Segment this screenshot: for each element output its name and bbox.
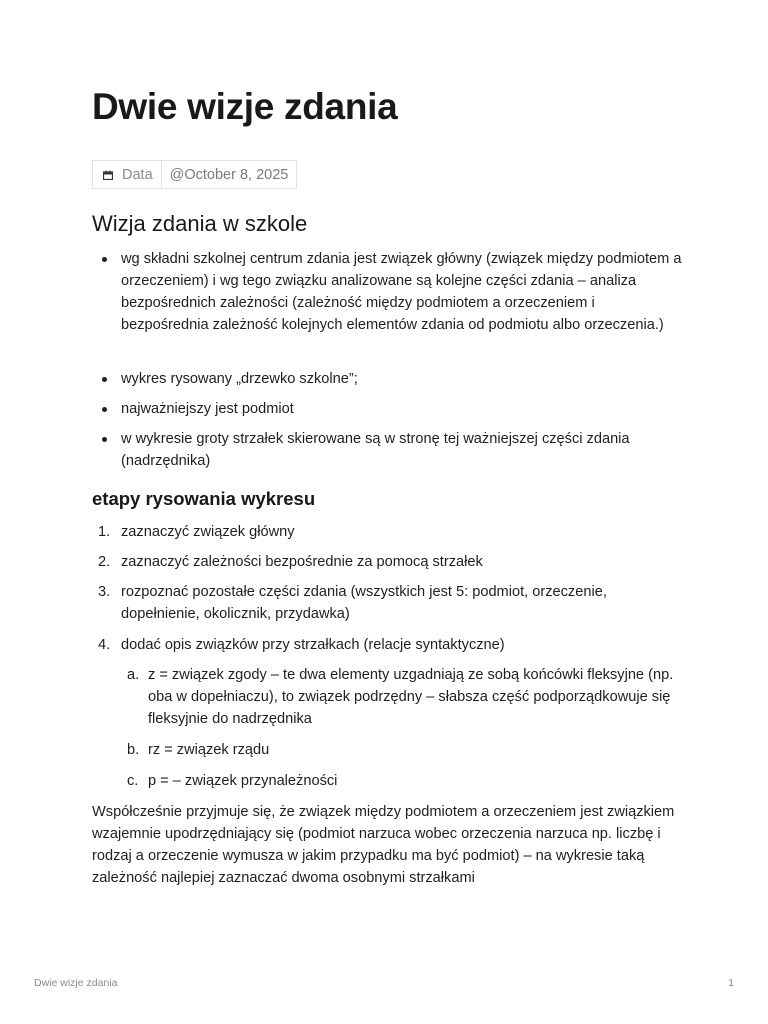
list-item bbox=[92, 428, 692, 472]
list-item-text: p = – związek przynależności bbox=[148, 773, 338, 789]
list-marker: 2. bbox=[98, 554, 111, 570]
footer-title: Dwie wizje zdania bbox=[34, 977, 118, 989]
paragraph: Współcześnie przyjmuje się, że związek między podmiotem a orzeczeniem jest związkiem wzajemnie upodrzędniający się (podmiot narzuca wobec orzeczenia narzuca np. liczbę i rodzaj a orzeczenie wymusza w jakim przypadku ma być podmiot) – na wykresie taką zależność najlepiej zaznaczać dwoma osobnymi strzałkami bbox=[92, 804, 675, 886]
numbered-item bbox=[92, 551, 692, 573]
list-marker: 1. bbox=[98, 524, 111, 540]
section-heading-steps: etapy rysowania wykresu bbox=[92, 488, 316, 509]
list-item bbox=[92, 248, 692, 336]
bullet-dot bbox=[102, 407, 107, 412]
list-item-text: najważniejszy jest podmiot bbox=[121, 401, 294, 417]
sub-list-item bbox=[121, 739, 692, 761]
list-marker: c. bbox=[127, 773, 139, 789]
list-item-text: rozpoznać pozostałe części zdania (wszystkich jest 5: podmiot, orzeczenie, dopełnienie, okolicznik, przydawka) bbox=[121, 584, 607, 622]
list-marker: 3. bbox=[98, 584, 111, 600]
sub-list-item bbox=[121, 770, 692, 792]
property-value: @October 8, 2025 bbox=[169, 166, 289, 183]
numbered-item bbox=[92, 581, 692, 625]
list-item-text: rz = związek rządu bbox=[148, 742, 270, 758]
section-heading-school: Wizja zdania w szkole bbox=[92, 211, 308, 236]
property-name: Data bbox=[122, 166, 153, 183]
bullet-dot bbox=[102, 437, 107, 442]
properties-table bbox=[92, 160, 297, 189]
list-item bbox=[92, 398, 692, 420]
sub-list-item bbox=[121, 664, 692, 730]
list-item-text: zaznaczyć zależności bezpośrednie za pomocą strzałek bbox=[121, 554, 483, 570]
list-item-text: zaznaczyć związek główny bbox=[121, 524, 295, 540]
list-item bbox=[92, 368, 692, 390]
list-item-text: wg składni szkolnej centrum zdania jest związek główny (związek między podmiotem a orzeczeniem) i wg tego związku analizowane są kolejne części zdania – analiza bezpośrednich zależności (zależność między podmiotem a orzeczeniem i bezpośrednia zależność kolejnych elementów zdania od podmiotu albo orzeczenia.) bbox=[121, 251, 682, 333]
list-item-text: wykres rysowany „drzewko szkolne”; bbox=[121, 371, 358, 387]
list-marker: 4. bbox=[98, 637, 111, 653]
list-marker: a. bbox=[127, 667, 140, 683]
property-value-cell[interactable] bbox=[162, 161, 297, 188]
list-marker: b. bbox=[127, 742, 140, 758]
list-item-text: z = związek zgody – te dwa elementy uzgadniają ze sobą końcówki fleksyjne (np. oba w dopełniaczu), to związek podrzędny – słabsza część podporządkowuje się fleksyjnie do nadrzędnika bbox=[148, 667, 674, 727]
property-name-cell bbox=[93, 161, 162, 188]
calendar-icon bbox=[103, 170, 113, 180]
numbered-item bbox=[92, 634, 692, 656]
page-title: Dwie wizje zdania bbox=[92, 86, 398, 127]
footer-page-number: 1 bbox=[728, 977, 734, 989]
numbered-item bbox=[92, 521, 692, 543]
bullet-dot bbox=[102, 257, 107, 262]
bullet-dot bbox=[102, 377, 107, 382]
list-item-text: dodać opis związków przy strzałkach (relacje syntaktyczne) bbox=[121, 637, 505, 653]
list-item-text: w wykresie groty strzałek skierowane są w stronę tej ważniejszej części zdania (nadrzędnika) bbox=[121, 431, 630, 469]
